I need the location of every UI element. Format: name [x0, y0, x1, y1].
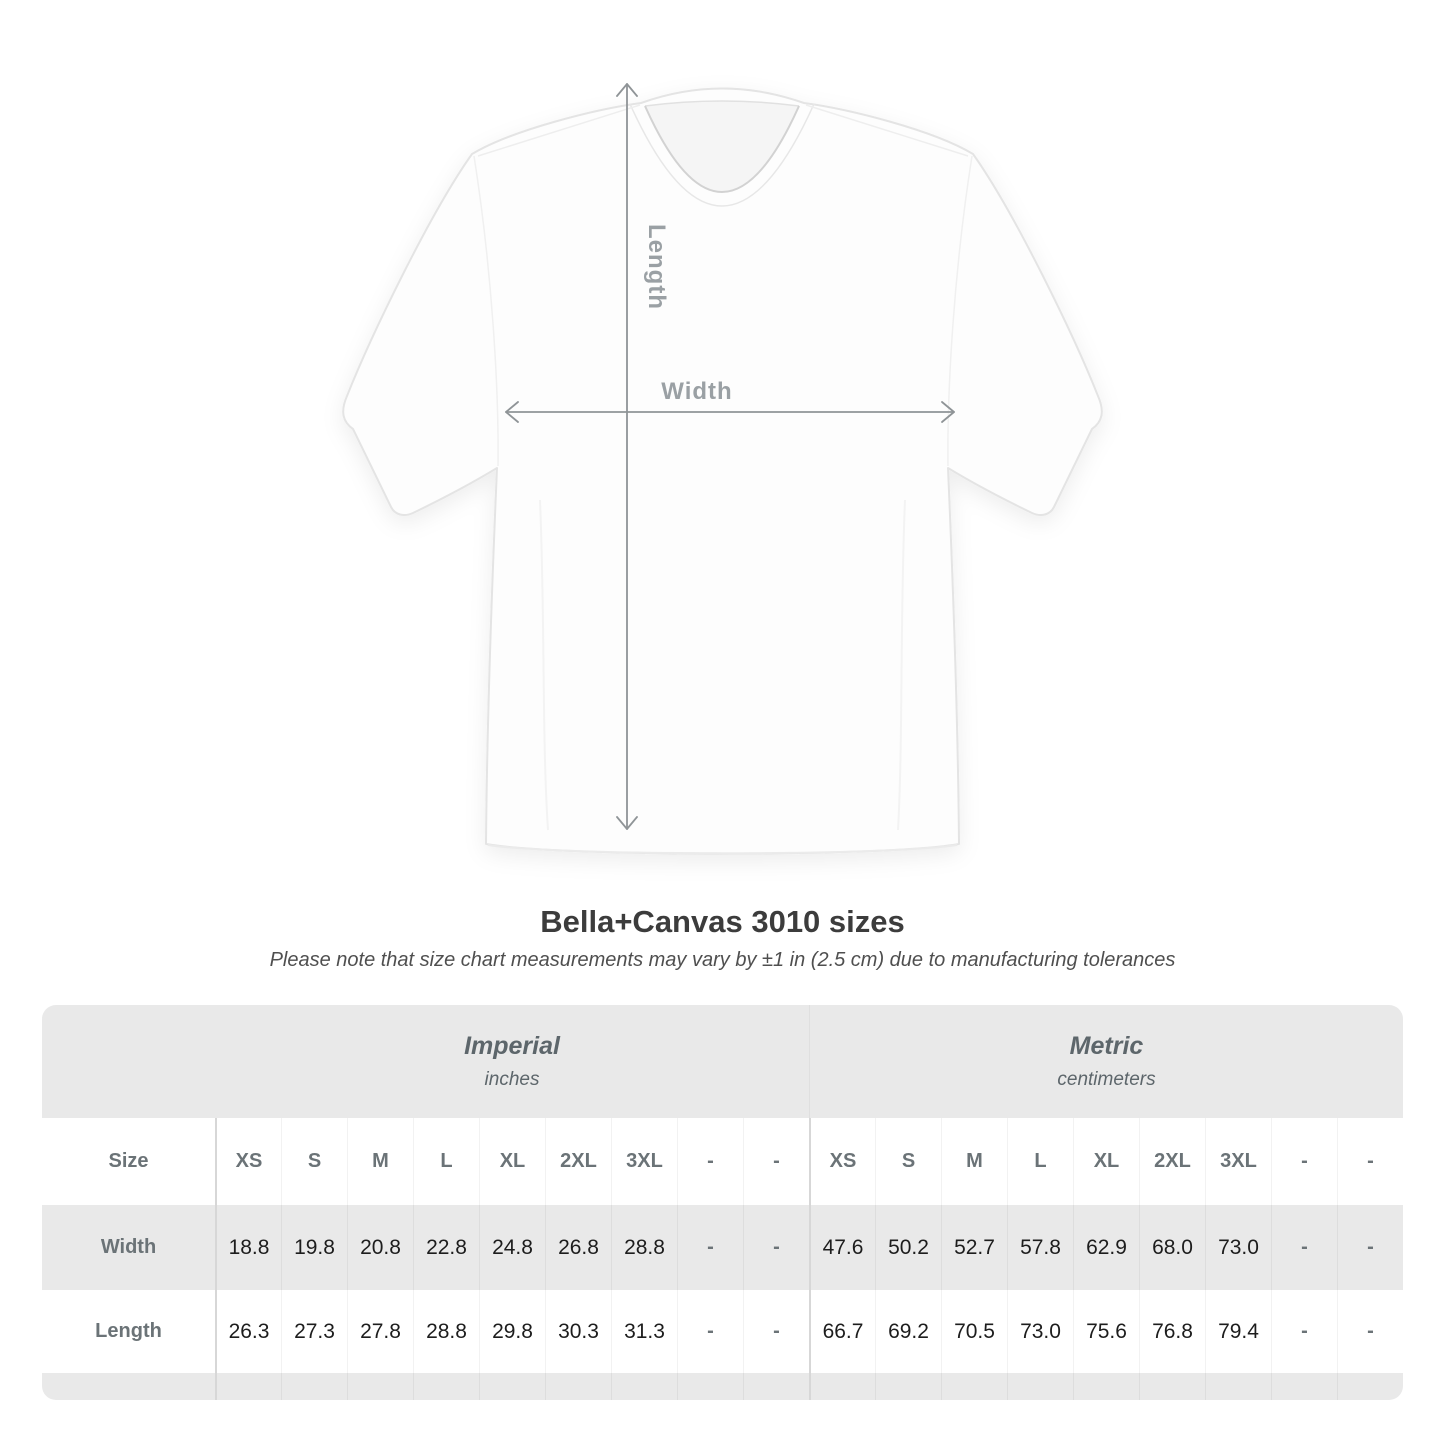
- length-value: 31.3: [611, 1290, 677, 1373]
- table-footer-cell: [42, 1373, 215, 1400]
- length-value: 30.3: [545, 1290, 611, 1373]
- table-footer-cell: [1337, 1373, 1403, 1400]
- table-header-metric: [809, 1005, 1403, 1118]
- caption-block: [0, 903, 1445, 973]
- width-value: 50.2: [875, 1205, 941, 1290]
- table-footer-cell: [941, 1373, 1007, 1400]
- width-value: 18.8: [215, 1205, 281, 1290]
- width-value-empty: -: [1271, 1205, 1337, 1290]
- size-cell: L: [413, 1118, 479, 1205]
- size-cell: 3XL: [611, 1118, 677, 1205]
- size-cell: S: [281, 1118, 347, 1205]
- length-value: 69.2: [875, 1290, 941, 1373]
- size-cell-empty: -: [1271, 1118, 1337, 1205]
- size-cell: 2XL: [1139, 1118, 1205, 1205]
- length-value: 28.8: [413, 1290, 479, 1373]
- size-table: [42, 1005, 1403, 1400]
- width-value: 68.0: [1139, 1205, 1205, 1290]
- table-header-imperial: [215, 1005, 809, 1118]
- size-row-label: Size: [108, 1150, 149, 1172]
- size-cell: XL: [1073, 1118, 1139, 1205]
- table-footer-cell: [875, 1373, 941, 1400]
- width-value: 47.6: [809, 1205, 875, 1290]
- table-footer-cell: [1007, 1373, 1073, 1400]
- length-value: 79.4: [1205, 1290, 1271, 1373]
- width-value: 28.8: [611, 1205, 677, 1290]
- width-value: 62.9: [1073, 1205, 1139, 1290]
- width-value: 20.8: [347, 1205, 413, 1290]
- size-cell: XS: [809, 1118, 875, 1205]
- width-value: 24.8: [479, 1205, 545, 1290]
- page-title: Bella+Canvas 3010 sizes: [540, 904, 905, 939]
- size-cell-empty: -: [1337, 1118, 1403, 1205]
- size-cell: XL: [479, 1118, 545, 1205]
- length-value-empty: -: [1337, 1290, 1403, 1373]
- table-footer-cell: [413, 1373, 479, 1400]
- table-footer-cell: [215, 1373, 281, 1400]
- imperial-unit-label: inches: [484, 1069, 540, 1090]
- table-footer-cell: [743, 1373, 809, 1400]
- width-value: 73.0: [1205, 1205, 1271, 1290]
- width-value: 26.8: [545, 1205, 611, 1290]
- length-value-empty: -: [1271, 1290, 1337, 1373]
- length-value: 27.8: [347, 1290, 413, 1373]
- tolerance-note: Please note that size chart measurements may vary by ±1 in (2.5 cm) due to manufacturing tolerances: [269, 949, 1176, 971]
- metric-label: Metric: [1069, 1032, 1144, 1060]
- table-footer-cell: [611, 1373, 677, 1400]
- length-value: 73.0: [1007, 1290, 1073, 1373]
- length-value: 29.8: [479, 1290, 545, 1373]
- size-cell: M: [347, 1118, 413, 1205]
- width-value: 52.7: [941, 1205, 1007, 1290]
- size-cell-empty: -: [743, 1118, 809, 1205]
- size-cell-empty: -: [677, 1118, 743, 1205]
- table-footer-cell: [677, 1373, 743, 1400]
- table-header-corner: [42, 1005, 215, 1118]
- size-cell: 2XL: [545, 1118, 611, 1205]
- table-footer-cell: [479, 1373, 545, 1400]
- length-value: 27.3: [281, 1290, 347, 1373]
- table-footer-cell: [545, 1373, 611, 1400]
- width-dimension-label: Width: [661, 378, 733, 405]
- width-value: 19.8: [281, 1205, 347, 1290]
- length-value: 26.3: [215, 1290, 281, 1373]
- metric-unit-label: centimeters: [1057, 1069, 1156, 1090]
- length-dimension-label: Length: [643, 224, 670, 310]
- size-cell: L: [1007, 1118, 1073, 1205]
- length-value: 76.8: [1139, 1290, 1205, 1373]
- table-footer-cell: [1205, 1373, 1271, 1400]
- length-value: 66.7: [809, 1290, 875, 1373]
- width-value-empty: -: [1337, 1205, 1403, 1290]
- tshirt-silhouette: [343, 89, 1102, 854]
- width-value-empty: -: [743, 1205, 809, 1290]
- length-value-empty: -: [743, 1290, 809, 1373]
- size-cell: S: [875, 1118, 941, 1205]
- length-value: 70.5: [941, 1290, 1007, 1373]
- table-footer-cell: [1271, 1373, 1337, 1400]
- size-cell: 3XL: [1205, 1118, 1271, 1205]
- width-row-label: Width: [42, 1205, 215, 1290]
- table-footer-cell: [281, 1373, 347, 1400]
- table-footer-cell: [809, 1373, 875, 1400]
- imperial-label: Imperial: [464, 1032, 560, 1060]
- size-cell: M: [941, 1118, 1007, 1205]
- width-value: 22.8: [413, 1205, 479, 1290]
- table-footer-cell: [1139, 1373, 1205, 1400]
- width-value-empty: -: [677, 1205, 743, 1290]
- length-value-empty: -: [677, 1290, 743, 1373]
- table-footer-cell: [1073, 1373, 1139, 1400]
- table-footer-cell: [347, 1373, 413, 1400]
- length-value: 75.6: [1073, 1290, 1139, 1373]
- size-cell: XS: [215, 1118, 281, 1205]
- length-row-label: Length: [95, 1320, 162, 1342]
- width-value: 57.8: [1007, 1205, 1073, 1290]
